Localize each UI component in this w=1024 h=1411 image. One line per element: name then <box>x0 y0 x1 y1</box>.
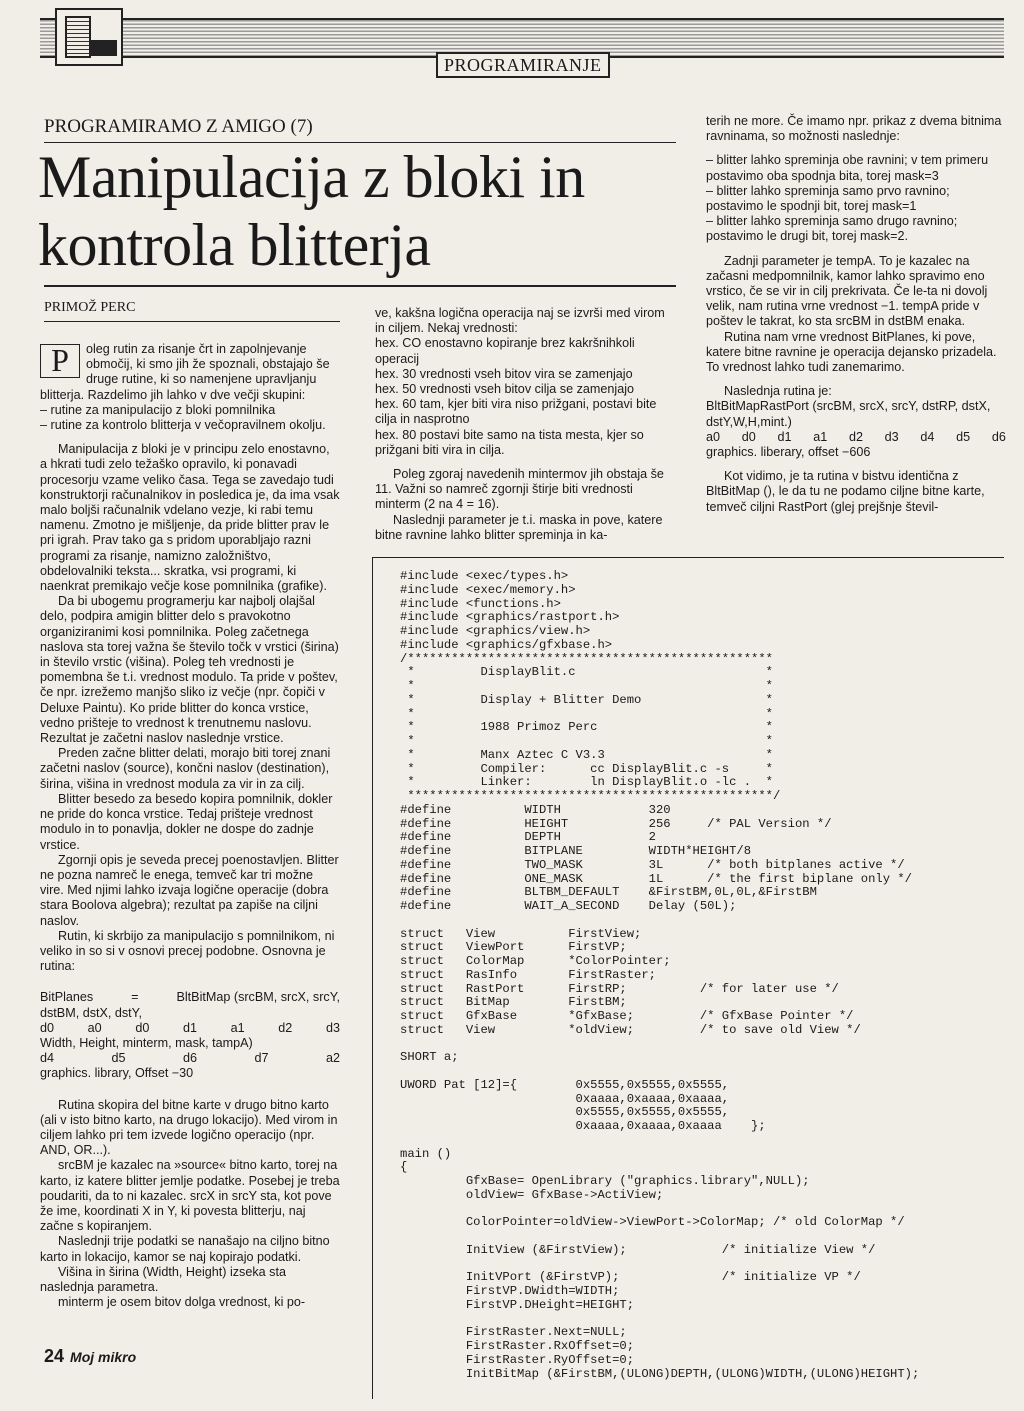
formula-line: Width, Height, minterm, mask, tampA) <box>40 1035 253 1050</box>
intro-paragraph: P oleg rutin za risanje črt in zapolnjevanje območij, ki smo jih že spoznali, obstajajo še druge rutine, ki so namenjene upravljanju blitterja. Razdelimo jih lahko v dve večji skupini: <box>40 342 330 402</box>
list-item: – rutine za manipulacijo z bloki pomnilnika <box>40 402 276 417</box>
paragraph: minterm je osem bitov dolga vrednost, ki po- <box>58 1295 306 1310</box>
paragraph: Preden začne blitter delati, morajo biti torej znani začetni naslov (source), končni naslov (destination), širina, višina in vrednost modula za vir in za cilj. <box>40 746 331 791</box>
paragraph: Blitter besedo za besedo kopira pomnilnik, dokler ne pride do konca vrstice. Tedaj prišteje vrednost modulo in to ponavlja, dokler ne dospe do zadnje vrstice. <box>40 791 333 852</box>
list-item: hex. 50 vrednosti vseh bitov cilja se zamenjajo <box>375 382 635 397</box>
title-rule <box>44 285 676 287</box>
list-item: hex. 60 tam, kjer biti vira niso prižgani, postavi bite cilja in nasprotno <box>375 397 657 427</box>
column-1 <box>40 342 340 1310</box>
list-item: – blitter lahko spreminja obe ravnini; v tem primeru postavimo oba spodnja bita, torej mask=3 <box>706 153 989 183</box>
paragraph: Višina in širina (Width, Height) izseka sta naslednja parametra. <box>40 1264 286 1294</box>
paragraph: Zadnji parameter je tempA. To je kazalec na začasni medpomnilnik, kamor lahko spravimo eno vrstico, če se vir in cilj prekrivata. Če le-ta ni dovolj velik, nam rutina vrne vrednost −1. tempA pride v poštev le takrat, ko sta srcBM in dstBM enaka. <box>706 253 988 329</box>
column-2 <box>375 306 675 543</box>
section-tag: PROGRAMIRANJE <box>436 52 610 78</box>
drop-cap: P <box>40 344 80 378</box>
formula-line: graphics. liberary, offset −606 <box>706 445 871 460</box>
paragraph: Naslednja rutina je: <box>724 384 832 399</box>
series-title: PROGRAMIRAMO Z AMIGO (7) <box>44 116 676 143</box>
paragraph: Poleg zgoraj navedenih mintermov jih obstaja še 11. Važni so namreč zgornji štirje biti vrednosti minterm (2 na 4 = 16). <box>375 467 664 512</box>
formula-registers: a0 d0 d1 a1 d2 d3 d4 d5 d6 <box>706 429 1006 444</box>
list-item: – blitter lahko spreminja samo prvo ravnino; postavimo le spodnji bit, torej mask=1 <box>706 183 950 214</box>
paragraph: Da bi ubogemu programerju kar najbolj olajšal delo, podpira amigin blitter delo s pravokotno organiziranimi kosi pomnilnika. Poleg začetnega naslova sta torej važna še število točk v vrstici (širina) in število vrstic (višina). Poleg teh vrednosti je pomembna še t.i. vrednost modulo. Ta pride v poštev, če npr. izrežemo manjšo sliko iz večje (npr. čopiči v Deluxe Paintu). Ko pride blitter do konca vrstice, vedno prišteje to vrednost k trenutnemu naslovu. Rezultat je začetni naslov naslednje vrstice. <box>40 594 339 746</box>
paragraph: Rutina nam vrne vrednost BitPlanes, ki pove, katere bitne ravnine je operacija dejansko prizadela. To vrednost lahko tudi zanemarimo. <box>706 329 997 375</box>
magazine-name: Moj mikro <box>70 1349 137 1365</box>
paragraph: Zgornji opis je seveda precej poenostavljen. Blitter ne pozna namreč le enega, temveč kar tri možne vire. Med njimi lahko izvaja logične operacije (dobra stara Boolova algebra); rezultat pa zapiše na ciljni naslov. <box>40 852 339 928</box>
page-footer <box>44 1346 136 1367</box>
article-title: Manipulacija z bloki in kontrola blitterja <box>38 144 585 278</box>
list-item: – blitter lahko spreminja samo drugo ravnino; postavimo le drugi bit, torej mask=2. <box>706 214 958 244</box>
page-number: 24 <box>44 1346 65 1366</box>
paragraph: Manipulacija z bloki je v principu zelo enostavno, a hkrati tudi zelo težaško opravilo, ki ponavadi procesorju vzame veliko časa. Tega se zavedajo tudi konstruktorji računalnikov in posledica je, da ima vsak malo boljši računalnik vdelano vezje, ki rabi temu namenu. Zmotno je mišljenje, da pride blitter prav le pri igrah. Prav tako ga s pridom uporabljajo razni programi za risanje, namizno založništvo, obdelovalniki teksta... skratka, vsi programi, ki naenkrat premikajo večje kose pomnilnika (grafike). <box>40 442 340 594</box>
formula-line: graphics. library, Offset −30 <box>40 1066 194 1081</box>
paragraph: Naslednji trije podatki se nanašajo na ciljno bitno karto in lokacijo, kamor se naj kopirajo podatki. <box>40 1234 330 1264</box>
paragraph: srcBM je kazalec na »source« bitno karto, torej na karto, iz katere blitter jemlje podatke. Posebej je treba poudariti, da to ni kazalec. srcX in srcY sta, kot pove že ime, koordinati X in Y, ki povesta blitterju, naj začne s kopiranjem. <box>40 1158 340 1234</box>
formula-line: dstBM, dstX, dstY, <box>40 1005 142 1020</box>
code-listing: #include <exec/types.h> #include <exec/memory.h> #include <functions.h> #include <graphics/rastport.h> #include <graphics/view.h> #include <graphics/gfxbase.h> /************************************************** * DisplayBlit.c * * * * Display + Blitter Demo * * * * 1988 Primoz Perc * * * * Manx Aztec C V3.3 * * Compiler: cc DisplayBlit.c -s * * Linker: ln DisplayBlit.o -lc . * **************************************************/ #define WIDTH 320 #define HEIGHT 256 /* PAL Version */ #define DEPTH 2 #define BITPLANE WIDTH*HEIGHT/8 #define TWO_MASK 3L /* both bitplanes active */ #define ONE_MASK 1L /* the first biplane only */ #define BLTBM_DEFAULT &FirstBM,0L,0L,&FirstBM #define WAIT_A_SECOND Delay (50L); struct View FirstView; struct ViewPort FirstVP; struct ColorMap *ColorPointer; struct RasInfo FirstRaster; struct RastPort FirstRP; /* for later use */ struct BitMap FirstBM; struct GfxBase *GfxBase; /* GfxBase Pointer */ struct View *oldView; /* to save old View */ SHORT a; UWORD Pat [12]={ 0x5555,0x5555,0x5555, 0xaaaa,0xaaaa,0xaaaa, 0x5555,0x5555,0x5555, 0xaaaa,0xaaaa,0xaaaa }; main () { GfxBase= OpenLibrary ("graphics.library",NULL); oldView= GfxBase->ActiView; ColorPointer=oldView->ViewPort->ColorMap; /* old ColorMap */ InitView (&FirstView); /* initialize View */ InitVPort (&FirstVP); /* initialize VP */ FirstVP.DWidth=WIDTH; FirstVP.DHeight=HEIGHT; FirstRaster.Next=NULL; FirstRaster.RxOffset=0; FirstRaster.RyOffset=0; InitBitMap (&FirstBM,(ULONG)DEPTH,(ULONG)WIDTH,(ULONG)HEIGHT); <box>400 569 920 1381</box>
list-item: hex. 30 vrednosti vseh bitov vira se zamenjajo <box>375 366 633 381</box>
paragraph: Rutina skopira del bitne karte v drugo bitno karto (ali v isto bitno karto, na drugo lokacijo). Med virom in ciljem lahko pri tem izvede logično operacijo (npr. AND, OR...). <box>40 1097 338 1158</box>
formula-line: BitPlanes = BltBitMap (srcBM, srcX, srcY, <box>40 990 340 1005</box>
formula-line: BltBitMapRastPort (srcBM, srcX, srcY, dstRP, dstX, dstY,W,H,mint.) <box>706 399 991 429</box>
paragraph: Kot vidimo, je ta rutina v bistvu identična z BltBitMap (), le da tu ne podamo ciljne bitne karte, temveč ciljni RastPort (glej prejšnje števil- <box>706 469 985 514</box>
section-logo-icon <box>55 8 123 66</box>
author: PRIMOŽ PERC <box>44 300 340 322</box>
paragraph: ve, kakšna logična operacija naj se izvrši med virom in ciljem. Nekaj vrednosti: <box>375 306 665 336</box>
paragraph: terih ne more. Če imamo npr. prikaz z dvema bitnima ravninama, so možnosti naslednje: <box>706 114 1002 144</box>
formula-registers: d0 a0 d0 d1 a1 d2 d3 <box>40 1020 340 1035</box>
column-3 <box>706 114 1006 515</box>
paragraph: Naslednji parameter je t.i. maska in pove, katere bitne ravnine lahko blitter spreminja in ka- <box>375 512 663 542</box>
formula-registers: d4 d5 d6 d7 a2 <box>40 1051 340 1066</box>
list-item: – rutine za kontrolo blitterja v večopravilnem okolju. <box>40 418 326 433</box>
paragraph: Rutin, ki skrbijo za manipulacijo s pomnilnikom, ni veliko in so si v osnovi precej podobne. Osnovna je rutina: <box>40 928 335 974</box>
list-item: hex. 80 postavi bite samo na tista mesta, kjer so prižgani biti vira in cilja. <box>375 427 644 457</box>
list-item: hex. CO enostavno kopiranje brez kakršnihkoli operacij <box>375 336 635 366</box>
